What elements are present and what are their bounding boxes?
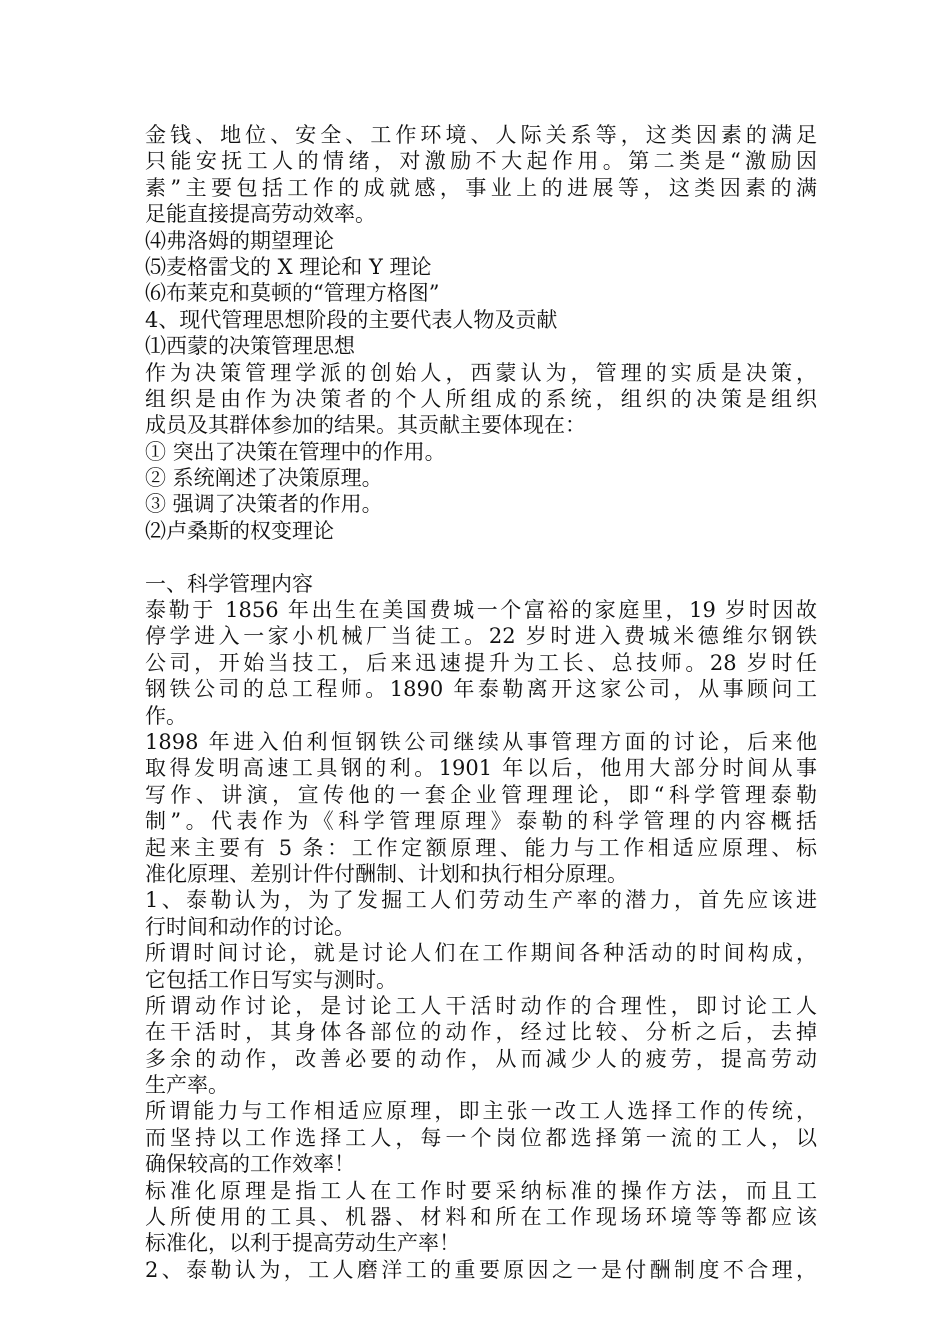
text-line: ⑷弗洛姆的期望理论 — [145, 228, 334, 253]
text-line: 1898 年进入伯利恒钢铁公司继续从事管理方面的讨论，后来他 — [145, 729, 817, 754]
text-line: 行时间和动作的讨论。 — [145, 914, 355, 939]
text-line: 在干活时，其身体各部位的动作，经过比较、分析之后，去掉 — [145, 1020, 817, 1045]
text-line: 生产率。 — [145, 1073, 229, 1098]
text-line: ⑸麦格雷戈的 X 理论和 Y 理论 — [145, 254, 432, 279]
text-line: 成员及其群体参加的结果。其贡献主要体现在： — [145, 413, 586, 438]
blank-line — [145, 544, 817, 570]
text-line: 组织是由作为决策者的个人所组成的系统，组织的决策是组织 — [145, 386, 817, 411]
text-line: 所谓能力与工作相适应原理，即主张一改工人选择工作的传统， — [145, 1099, 817, 1124]
text-line: 标准化，以利于提高劳动生产率！ — [145, 1231, 460, 1256]
text-line: 一、科学管理内容 — [145, 571, 313, 596]
text-line: 准化原理、差别计件付酬制、计划和执行相分原理。 — [145, 861, 628, 886]
text-line: 2、泰勒认为，工人磨洋工的重要原因之一是付酬制度不合理， — [145, 1257, 817, 1282]
text-line: 多余的动作，改善必要的动作，从而减少人的疲劳，提高劳动 — [145, 1046, 817, 1071]
text-line: 只能安抚工人的情绪，对激励不大起作用。第二类是“激励因 — [145, 149, 817, 174]
text-line: ⑴西蒙的决策管理思想 — [145, 334, 355, 359]
text-line: 足能直接提高劳动效率。 — [145, 202, 376, 227]
text-line: 所谓动作讨论，是讨论工人干活时动作的合理性，即讨论工人 — [145, 993, 817, 1018]
text-line: 素”主要包括工作的成就感，事业上的进展等，这类因素的满 — [145, 175, 817, 200]
text-line: 制”。代表作为《科学管理原理》泰勒的科学管理的内容概括 — [145, 809, 817, 834]
text-line: 钢铁公司的总工程师。1890 年泰勒离开这家公司，从事顾问工 — [145, 677, 817, 702]
text-line: 作。 — [145, 703, 187, 728]
text-line: 所谓时间讨论，就是讨论人们在工作期间各种活动的时间构成， — [145, 941, 817, 966]
text-line: 确保较高的工作效率！ — [145, 1152, 355, 1177]
text-line: 标准化原理是指工人在工作时要采纳标准的操作方法，而且工 — [145, 1178, 817, 1203]
text-line: 而坚持以工作选择工人，每一个岗位都选择第一流的工人，以 — [145, 1125, 817, 1150]
text-line: 它包括工作日写实与测时。 — [145, 967, 397, 992]
text-line: ⑵卢桑斯的权变理论 — [145, 518, 334, 543]
text-line: 金钱、地位、安全、工作环境、人际关系等，这类因素的满足 — [145, 123, 817, 147]
text-line: 4、现代管理思想阶段的主要代表人物及贡献 — [145, 307, 558, 332]
text-line: 泰勒于 1856 年出生在美国费城一个富裕的家庭里，19 岁时因故 — [145, 598, 817, 623]
text-line: 人所使用的工具、机器、材料和所在工作现场环境等等都应该 — [145, 1205, 817, 1230]
text-line: 写作、讲演，宣传他的一套企业管理理论，即“科学管理泰勒 — [145, 782, 817, 807]
text-line: 公司，开始当技工，后来迅速提升为工长、总技师。28 岁时任 — [145, 650, 817, 675]
text-line: 作为决策管理学派的创始人，西蒙认为，管理的实质是决策， — [145, 360, 817, 385]
text-line: ① 突出了决策在管理中的作用。 — [145, 439, 446, 464]
text-line: 起来主要有 5 条：工作定额原理、能力与工作相适应原理、标 — [145, 835, 817, 860]
text-line: 1、泰勒认为，为了发掘工人们劳动生产率的潜力，首先应该进 — [145, 888, 817, 913]
text-line: ③ 强调了决策者的作用。 — [145, 492, 383, 517]
text-line: ⑹布莱克和莫顿的“管理方格图” — [145, 281, 440, 306]
text-line: 停学进入一家小机械厂当徒工。22 岁时进入费城米德维尔钢铁 — [145, 624, 817, 649]
document-page — [145, 122, 817, 1283]
text-line: ② 系统阐述了决策原理。 — [145, 466, 383, 491]
text-line: 取得发明高速工具钢的利。1901 年以后，他用大部分时间从事 — [145, 756, 817, 781]
